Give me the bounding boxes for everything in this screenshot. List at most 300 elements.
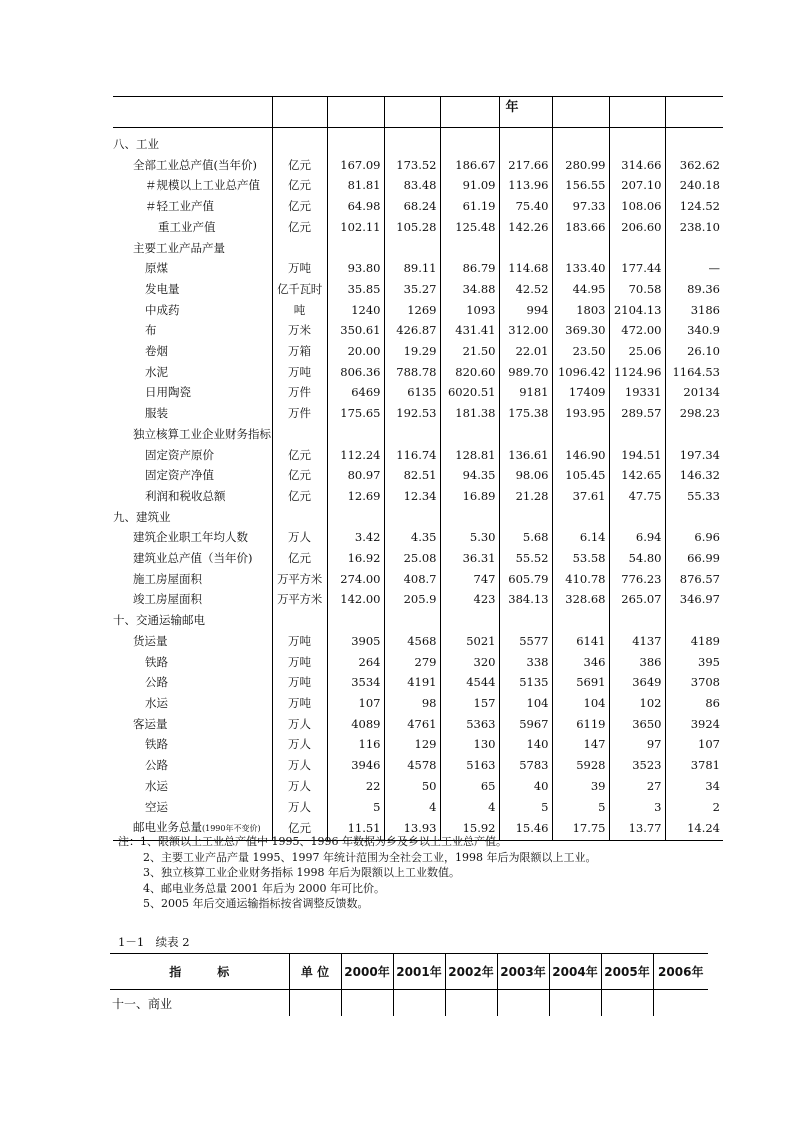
value-cell: 5163 [440,755,499,776]
value-cell: 3534 [327,672,384,693]
value-cell: 97.33 [552,196,609,217]
row-label-text: 九、建筑业 [113,509,171,524]
row-label [113,279,272,300]
value-cell: 16.89 [440,486,499,507]
value-cell: 350.61 [327,320,384,341]
value-cell [665,610,723,631]
unit-cell: 万米 [272,320,327,341]
value-cell: 80.97 [327,465,384,486]
value-cell: 26.10 [665,341,723,362]
value-cell [384,134,440,155]
table-row [113,734,723,755]
value-cell [327,610,384,631]
value-cell: 820.60 [440,362,499,383]
value-cell: 183.66 [552,217,609,238]
statistics-table [113,96,723,841]
value-cell: 9181 [499,382,552,403]
row-label-text: 公路 [145,758,168,773]
value-cell: 156.55 [552,175,609,196]
unit-cell: 万人 [272,714,327,735]
value-cell: 5691 [552,672,609,693]
unit-cell: 亿元 [272,817,327,840]
value-cell: 338 [499,652,552,673]
value-cell: 40 [499,776,552,797]
value-cell: 34 [665,776,723,797]
value-cell: 17409 [552,382,609,403]
value-cell [440,238,499,259]
value-cell: 994 [499,300,552,321]
row-label-text: 十、交通运输邮电 [113,613,205,628]
unit-cell [272,134,327,155]
row-label-text: 铁路 [145,654,168,669]
value-cell: 5967 [499,714,552,735]
row-label-text: 独立核算工业企业财务指标 [133,426,271,441]
value-cell: 44.95 [552,279,609,300]
value-cell: 15.46 [499,817,552,840]
unit-cell: 万吨 [272,631,327,652]
value-cell: 289.57 [609,403,665,424]
value-cell: 35.85 [327,279,384,300]
section-row [113,610,723,631]
row-label-text: 空运 [145,799,168,814]
row-label [113,238,272,259]
value-cell: 104 [552,693,609,714]
value-cell: 5.30 [440,527,499,548]
value-cell: 75.40 [499,196,552,217]
value-cell [665,238,723,259]
row-label [113,217,272,238]
table-row [113,672,723,693]
value-cell: 91.09 [440,175,499,196]
row-label-text: ＃轻工业产值 [145,199,214,214]
value-cell: 280.99 [552,155,609,176]
row-label [113,300,272,321]
header-year: 2003年 [497,954,549,990]
value-cell [609,238,665,259]
value-cell: 22 [327,776,384,797]
value-cell: 2104.13 [609,300,665,321]
unit-cell: 万人 [272,797,327,818]
value-cell: 3905 [327,631,384,652]
unit-cell: 万吨 [272,258,327,279]
table-row [113,341,723,362]
value-cell: 408.7 [384,569,440,590]
value-cell: 4 [384,797,440,818]
value-cell: 4 [440,797,499,818]
row-label [113,362,272,383]
row-label-text: 客运量 [133,716,168,731]
value-cell: 217.66 [499,155,552,176]
value-cell: 35.27 [384,279,440,300]
header-cell [609,97,665,128]
table-row [113,196,723,217]
value-cell: 93.80 [327,258,384,279]
value-cell [440,134,499,155]
row-label [113,486,272,507]
table-row [113,589,723,610]
row-label-text: 卷烟 [145,344,168,359]
value-cell: 136.61 [499,445,552,466]
value-cell: 27 [609,776,665,797]
row-label-text: 日用陶瓷 [145,385,191,400]
value-cell: 4761 [384,714,440,735]
value-cell: 146.90 [552,445,609,466]
value-cell: 4578 [384,755,440,776]
row-label [113,155,272,176]
row-label-text: 邮电业务总量 [133,820,202,835]
header-year: 2005年 [601,954,653,990]
value-cell: 19331 [609,382,665,403]
value-cell: 5135 [499,672,552,693]
row-label: 十一、商业 [112,996,173,1011]
value-cell: 177.44 [609,258,665,279]
row-label [113,196,272,217]
value-cell: 410.78 [552,569,609,590]
value-cell: 274.00 [327,569,384,590]
value-cell: 3649 [609,672,665,693]
unit-cell: 亿元 [272,465,327,486]
table-row [113,714,723,735]
header-year: 2002年 [445,954,497,990]
value-cell: 53.58 [552,548,609,569]
value-cell: 20134 [665,382,723,403]
value-cell: 66.99 [665,548,723,569]
row-label-suffix: (1990年不变价) [202,824,261,834]
header-year: 2006年 [653,954,708,990]
value-cell: 431.41 [440,320,499,341]
value-cell: 105.45 [552,465,609,486]
value-cell: 5 [499,797,552,818]
value-cell: 206.60 [609,217,665,238]
value-cell: 146.32 [665,465,723,486]
value-cell: 107 [327,693,384,714]
unit-cell: 亿千瓦时 [272,279,327,300]
value-cell: 86 [665,693,723,714]
value-cell: 4137 [609,631,665,652]
value-cell: 5783 [499,755,552,776]
value-cell: 192.53 [384,403,440,424]
value-cell: 1803 [552,300,609,321]
row-label [113,693,272,714]
unit-cell: 亿元 [272,548,327,569]
row-label-text: 公路 [145,675,168,690]
value-cell [609,507,665,528]
value-cell: 113.96 [499,175,552,196]
row-label [113,258,272,279]
header-cell [272,97,327,128]
value-cell: 989.70 [499,362,552,383]
header-cell [384,97,440,128]
value-cell: 12.34 [384,486,440,507]
row-label [113,776,272,797]
unit-cell: 万平方米 [272,589,327,610]
value-cell: 130 [440,734,499,755]
continuation-table [110,953,708,1016]
value-cell: 5.68 [499,527,552,548]
value-cell: 116.74 [384,445,440,466]
value-cell [499,424,552,445]
value-cell: 298.23 [665,403,723,424]
table-row [113,320,723,341]
table-row [113,548,723,569]
value-cell: 3650 [609,714,665,735]
row-label-text: 固定资产原价 [145,447,214,462]
value-cell: 167.09 [327,155,384,176]
value-cell: 124.52 [665,196,723,217]
unit-cell: 万人 [272,755,327,776]
table-row [113,569,723,590]
row-label-text: 水运 [145,695,168,710]
table-row [113,300,723,321]
header-cell [327,97,384,128]
value-cell: 5363 [440,714,499,735]
table-row [113,797,723,818]
section-row [113,507,723,528]
value-cell [665,134,723,155]
value-cell: 3.42 [327,527,384,548]
row-label [113,424,272,445]
value-cell: 3946 [327,755,384,776]
note-3: 3、独立核算工业企业财务指标 1998 年后为限额以上工业数值。 [143,866,460,879]
header-year: 2001年 [393,954,445,990]
table-row [113,175,723,196]
value-cell: 94.35 [440,465,499,486]
row-label [113,445,272,466]
row-label-text: 竣工房屋面积 [133,592,202,607]
header-year: 2000年 [341,954,393,990]
unit-cell: 亿元 [272,196,327,217]
table-row [113,693,723,714]
value-cell: 423 [440,589,499,610]
value-cell [327,424,384,445]
value-cell [384,507,440,528]
table-row [113,755,723,776]
header-cell [440,97,499,128]
value-cell: 320 [440,652,499,673]
value-cell: 4.35 [384,527,440,548]
value-cell: 314.66 [609,155,665,176]
value-cell: 104 [499,693,552,714]
row-label [113,714,272,735]
value-cell: 108.06 [609,196,665,217]
row-label [113,382,272,403]
unit-cell: 亿元 [272,445,327,466]
value-cell: 6.14 [552,527,609,548]
value-cell: 112.24 [327,445,384,466]
value-cell: 25.06 [609,341,665,362]
value-cell: 82.51 [384,465,440,486]
unit-cell: 万人 [272,527,327,548]
value-cell: 1124.96 [609,362,665,383]
value-cell [552,507,609,528]
unit-cell [272,424,327,445]
header-year: 2004年 [549,954,601,990]
value-cell: 6469 [327,382,384,403]
value-cell: 386 [609,652,665,673]
row-label [113,403,272,424]
row-label [113,507,272,528]
row-label-text: 固定资产净值 [145,468,214,483]
value-cell: 1096.42 [552,362,609,383]
value-cell: 142.26 [499,217,552,238]
value-cell: 6135 [384,382,440,403]
value-cell: 384.13 [499,589,552,610]
value-cell: 114.68 [499,258,552,279]
value-cell [327,134,384,155]
row-label [113,652,272,673]
row-label-text: 发电量 [145,281,180,296]
value-cell: 4191 [384,672,440,693]
value-cell: 97 [609,734,665,755]
row-label [113,610,272,631]
value-cell [440,610,499,631]
value-cell: 70.58 [609,279,665,300]
unit-cell [272,238,327,259]
table-row [113,217,723,238]
unit-cell: 万吨 [272,652,327,673]
value-cell: 89.36 [665,279,723,300]
value-cell: 25.08 [384,548,440,569]
value-cell: 50 [384,776,440,797]
value-cell [384,610,440,631]
table-header-row [113,97,723,128]
value-cell: 83.48 [384,175,440,196]
value-cell [609,424,665,445]
table-row [113,527,723,548]
table-row [113,486,723,507]
value-cell: 369.30 [552,320,609,341]
value-cell [499,507,552,528]
header-cell [665,97,723,128]
value-cell: 107 [665,734,723,755]
value-cell: — [665,258,723,279]
unit-cell: 万箱 [272,341,327,362]
value-cell [499,134,552,155]
table-row [113,631,723,652]
value-cell: 54.80 [609,548,665,569]
value-cell: 22.01 [499,341,552,362]
value-cell: 5577 [499,631,552,652]
value-cell: 128.81 [440,445,499,466]
row-label-text: 建筑企业职工年均人数 [133,530,248,545]
note-5: 5、2005 年后交通运输指标按省调整反馈数。 [143,897,369,910]
row-label [113,797,272,818]
value-cell [552,424,609,445]
value-cell: 186.67 [440,155,499,176]
unit-cell: 亿元 [272,486,327,507]
row-label [113,569,272,590]
value-cell [552,610,609,631]
value-cell: 3708 [665,672,723,693]
row-label [113,755,272,776]
unit-cell: 万吨 [272,672,327,693]
value-cell: 4568 [384,631,440,652]
value-cell: 19.29 [384,341,440,362]
value-cell: 346.97 [665,589,723,610]
table-row [113,424,723,445]
unit-cell: 万平方米 [272,569,327,590]
value-cell [327,507,384,528]
value-cell: 129 [384,734,440,755]
value-cell: 34.88 [440,279,499,300]
unit-cell: 万件 [272,403,327,424]
value-cell: 116 [327,734,384,755]
row-label-text: 中成药 [145,302,180,317]
header-unit: 单 位 [289,954,341,990]
value-cell: 788.78 [384,362,440,383]
row-label [113,320,272,341]
row-label [113,527,272,548]
row-label [113,672,272,693]
value-cell: 776.23 [609,569,665,590]
row-label [113,589,272,610]
row-label-text: 原煤 [145,261,168,276]
value-cell: 42.52 [499,279,552,300]
unit-cell: 亿元 [272,217,327,238]
value-cell: 328.68 [552,589,609,610]
value-cell [440,507,499,528]
value-cell: 102.11 [327,217,384,238]
value-cell: 12.69 [327,486,384,507]
value-cell: 605.79 [499,569,552,590]
row-label [113,175,272,196]
value-cell: 1240 [327,300,384,321]
value-cell [440,424,499,445]
value-cell [499,238,552,259]
row-label-text: 铁路 [145,737,168,752]
value-cell: 6.96 [665,527,723,548]
value-cell: 20.00 [327,341,384,362]
value-cell [665,507,723,528]
value-cell: 157 [440,693,499,714]
value-cell: 5 [327,797,384,818]
table-row [113,776,723,797]
table-row [113,445,723,466]
value-cell: 125.48 [440,217,499,238]
row-label-text: 布 [145,323,157,338]
value-cell: 68.24 [384,196,440,217]
row-label-text: 主要工业产品产量 [133,240,225,255]
note-4: 4、邮电业务总量 2001 年后为 2000 年可比价。 [143,881,385,895]
value-cell: 1093 [440,300,499,321]
value-cell [665,424,723,445]
value-cell: 105.28 [384,217,440,238]
value-cell: 102 [609,693,665,714]
value-cell: 3781 [665,755,723,776]
value-cell: 747 [440,569,499,590]
unit-cell: 亿元 [272,155,327,176]
value-cell [499,610,552,631]
unit-cell: 万人 [272,734,327,755]
value-cell: 197.34 [665,445,723,466]
value-cell: 175.38 [499,403,552,424]
row-label-text: 水运 [145,778,168,793]
value-cell: 140 [499,734,552,755]
header-cell [113,97,272,128]
value-cell: 5021 [440,631,499,652]
value-cell: 6020.51 [440,382,499,403]
value-cell: 264 [327,652,384,673]
value-cell: 89.11 [384,258,440,279]
value-cell: 21.28 [499,486,552,507]
value-cell [384,238,440,259]
table-row [113,362,723,383]
value-cell: 472.00 [609,320,665,341]
note-1: 注：1、限额以上工业总产值中 1995、1996 年数据为乡及乡以上工业总产值。 [118,835,507,848]
value-cell: 3 [609,797,665,818]
value-cell: 47.75 [609,486,665,507]
row-label [113,465,272,486]
